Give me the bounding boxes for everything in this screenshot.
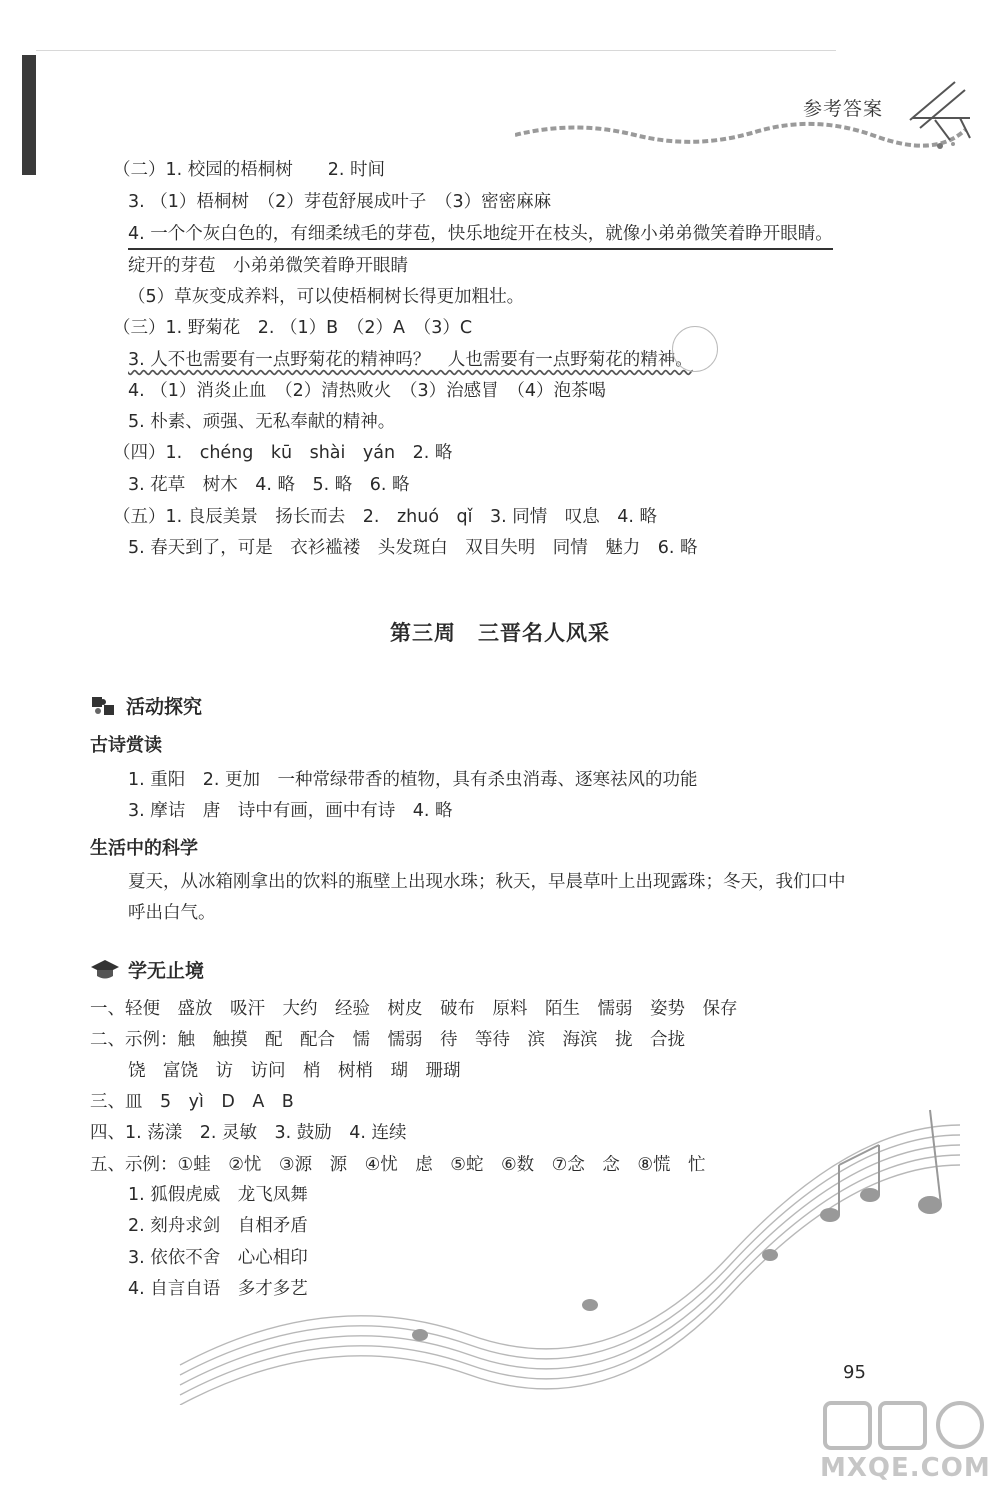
science-subheading: 生活中的科学 [90, 838, 198, 859]
study-line: 三、皿 5 yì D A B [90, 1092, 294, 1112]
answer-line: 4. （1）消炎止血 （2）清热败火 （3）治感冒 （4）泡茶喝 [128, 381, 607, 401]
study-line: 4. 自言自语 多才多艺 [128, 1279, 308, 1299]
science-line: 夏天，从冰箱刚拿出的饮料的瓶壁上出现水珠；秋天，早晨草叶上出现露珠；冬天，我们口中 [128, 872, 846, 892]
activity-heading [90, 692, 202, 719]
answer-line: 3. （1）梧桐树 （2）芽苞舒展成叶子 （3）密密麻麻 [128, 192, 552, 212]
answer-line: 5. 朴素、顽强、无私奉献的精神。 [128, 412, 396, 432]
answer-line-wavy: 3. 人不也需要有一点野菊花的精神吗？ 人也需要有一点野菊花的精神。 [128, 350, 693, 370]
study-line: 1. 狐假虎威 龙飞凤舞 [128, 1185, 308, 1205]
header-title: 参考答案 [803, 98, 884, 120]
study-line: 3. 依依不舍 心心相印 [128, 1248, 308, 1268]
study-line: 四、1. 荡漾 2. 灵敏 3. 鼓励 4. 连续 [90, 1123, 407, 1143]
answer-line: （四）1. chéng kū shài yán 2. 略 [113, 443, 453, 463]
music-staff-decoration-icon [170, 1105, 970, 1405]
study-line: 2. 刻舟求剑 自相矛盾 [128, 1216, 308, 1236]
study-line: 五、示例：①蛙 ②忧 ③源 源 ④忧 虑 ⑤蛇 ⑥数 ⑦念 念 ⑧慌 忙 [90, 1155, 706, 1175]
section-title: 第三周 三晋名人风采 [390, 621, 610, 645]
watermark-logo-icon [820, 1395, 990, 1455]
graduation-cap-icon [90, 958, 120, 982]
watermark [820, 1395, 991, 1483]
study-line: 饶 富饶 访 访问 梢 树梢 瑚 珊瑚 [128, 1061, 461, 1081]
binding-strip [22, 55, 36, 175]
puzzle-icon [90, 693, 118, 719]
study-line: 二、示例：触 触摸 配 配合 懦 懦弱 待 等待 滨 海滨 拢 合拢 [90, 1030, 685, 1050]
answer-line: （二）1. 校园的梧桐树 2. 时间 [113, 160, 386, 180]
study-heading [90, 956, 204, 983]
answer-line-underlined: 4. 一个个灰白色的，有细柔绒毛的芽苞，快乐地绽开在枝头，就像小弟弟微笑着睁开眼睛。 [128, 222, 833, 250]
beach-chair-decoration-icon [515, 80, 975, 160]
activity-heading-label: 活动探究 [126, 696, 203, 718]
science-line: 呼出白气。 [128, 903, 216, 923]
answer-line: 绽开的芽苞 小弟弟微笑着睁开眼睛 [128, 256, 408, 276]
study-line: 一、轻便 盛放 吸汗 大约 经验 树皮 破布 原料 陌生 懦弱 姿势 保存 [90, 999, 738, 1019]
answer-line: （五）1. 良辰美景 扬长而去 2. zhuó qǐ 3. 同情 叹息 4. 略 [113, 507, 658, 527]
poem-line: 3. 摩诘 唐 诗中有画，画中有诗 4. 略 [128, 801, 453, 821]
homework-stamp-icon [672, 326, 718, 372]
poem-line: 1. 重阳 2. 更加 一种常绿带香的植物，具有杀虫消毒、逐寒祛风的功能 [128, 770, 698, 790]
poem-subheading: 古诗赏读 [90, 735, 162, 756]
answer-line: （三）1. 野菊花 2. （1）B （2）A （3）C [113, 318, 473, 338]
answer-line: 5. 春天到了，可是 衣衫褴褛 头发斑白 双目失明 同情 魅力 6. 略 [128, 538, 698, 558]
answer-line: 3. 花草 树木 4. 略 5. 略 6. 略 [128, 475, 410, 495]
study-heading-label: 学无止境 [128, 960, 205, 982]
page-number: 95 [843, 1362, 866, 1383]
answer-line: （5）草灰变成养料，可以使梧桐树长得更加粗壮。 [128, 287, 525, 307]
watermark-text: MXQE.COM [820, 1453, 991, 1483]
header-rule [36, 50, 836, 51]
